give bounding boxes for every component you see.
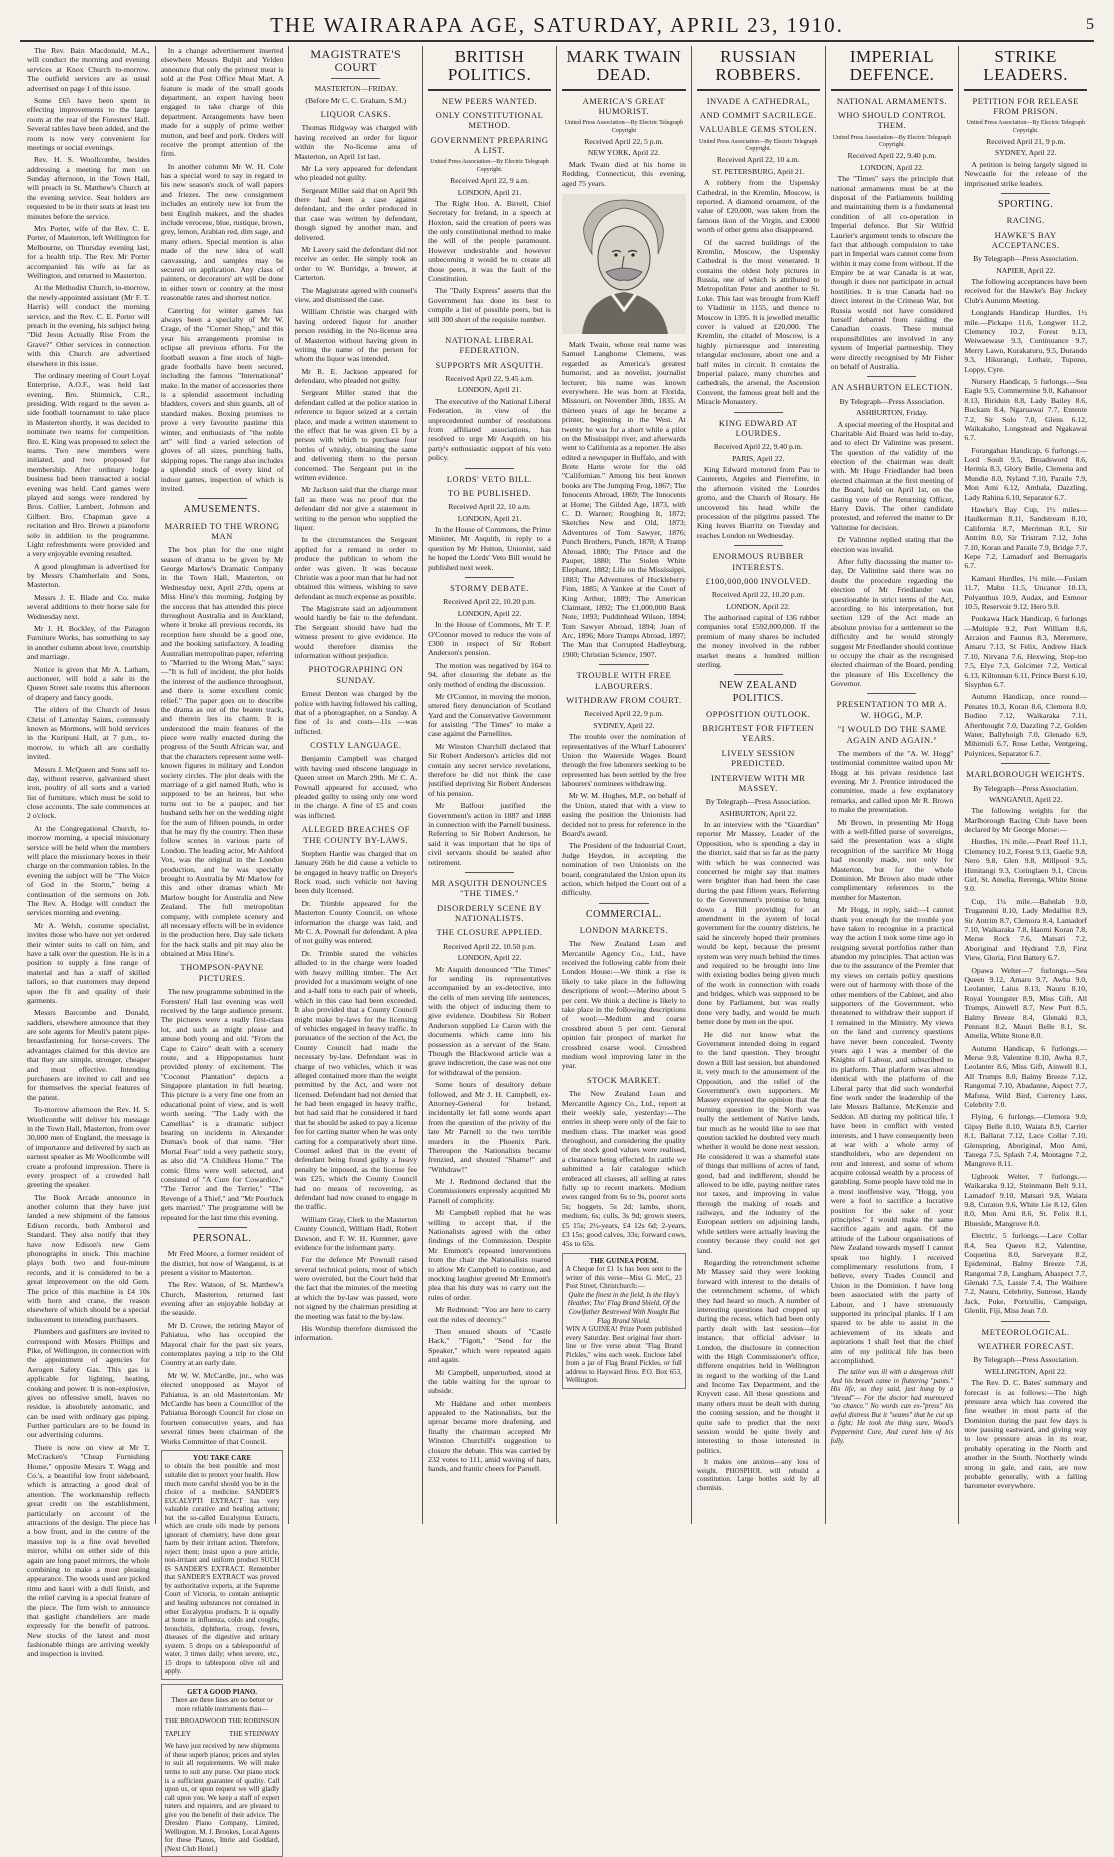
dateline: WELLINGTON, April 22. xyxy=(984,1366,1067,1376)
divider xyxy=(1001,193,1050,194)
dateline: Received April 22, 5 p.m. xyxy=(584,137,664,147)
dateline: LONDON, April 21. xyxy=(457,187,522,197)
paragraph: Plumbers and gasfitters are invited to correspond with Messrs Phillips and Pike, of Wellington, in connection with the appointment of agencies for Aerogen Safety Gas. This gas is applicable for lighting, heating, cooking and power. It is non-explosive, gives no offensive smell, leaves no residue, is absolutely automatic, and can be used with ordinary gas piping. Further particulars are to be found in our advertising columns. xyxy=(27,1327,150,1440)
paragraph: The New Zealand Loan and Mercantile Agency Co., Ltd., have received the following cable from their London House:—We think a rise is likely to take place in the following descriptions of wool:—Merino about 5 per cent. We think a decline is likely to take place in the following descriptions of wool:—Medium and coarse crossbred about 5 per cent. General opinion fair prospect of market for crossbred coarse wool. Crossbred medium wool improving later in the year. xyxy=(561,939,686,1071)
article-body xyxy=(697,820,820,1455)
meteorological-heading: METEOROLOGICAL. xyxy=(981,1326,1070,1337)
dateline: ST. PETERSBURG, April 21. xyxy=(711,166,805,176)
article-body xyxy=(562,939,686,1070)
subheading: NATIONAL LIBERAL FEDERATION. xyxy=(445,334,534,356)
guinea-poem: Quite the finest in the field, Is the Hay's Heather, Tho' Flag Brand Shield, Of the Cowlfather Bestrewed With Nought But Flag Brand Shield. xyxy=(567,1290,681,1325)
subheading: KING EDWARD AT LOURDES. xyxy=(718,417,798,438)
subheading: AND COMMIT SACRILEGE. xyxy=(699,110,817,121)
column-6-russian-robbers xyxy=(692,46,826,1524)
amusements-heading: AMUSEMENTS. xyxy=(183,504,261,516)
paragraph: There is now on view at Mr T. McCracken's "Cheap Furnishing House," opposite Messrs T. Wagg and Co.'s, a beautiful low front sideboard, which is attracting a good deal of attention. The workmanship reflects great credit on the establishment, particularly on account of the attractions of the design. The piece has a bow front, and in the centre of the massive top is a fine oval bevelled mirror, whilst on either side of this again are long panel mirrors, the whole combining to make a most pleasing appearance. The woods used are picked rimu and kauri with a dull finish, and the relief carving is a special feature of the piece. The firm wish to announce that gaslight chandeliers are made expressly for the benefit of patrons. New stocks of the latest and most fashionable things are arriving weekly and inspection is invited. xyxy=(27,1442,150,1659)
liquor-heading: LIQUOR CASKS. xyxy=(320,108,391,119)
mark-twain-headline: MARK TWAIN DEAD. xyxy=(566,47,682,84)
paragraph: Notice is given that Mr A. Latham, auctioneer, will hold a sale in the Queen Street sale rooms this afternoon of drapery and fancy goods. xyxy=(27,664,150,702)
dateline: LONDON, April 22. xyxy=(860,162,924,172)
paragraph: Mr Lavery said the defendant did not receive an order. He simply took an order to W. Burridge, a brewer, at Carterton. xyxy=(294,245,418,283)
subheading: THE CLOSURE APPLIED. xyxy=(436,927,543,938)
subheading: ONLY CONSTITUTIONAL METHOD. xyxy=(435,110,544,131)
divider xyxy=(734,412,783,413)
dateline: Received April 22, 10.20 p.m. xyxy=(443,597,536,607)
paragraph: In the House of Commons, the Prime Minister, Mr Asquith, in reply to a question by Mr Hutton, Unionist, said he hoped the Lords' Veto Bill would be published next week. xyxy=(428,525,551,572)
newspaper-title: THE WAIRARAPA AGE, SATURDAY, APRIL 23, 1910. xyxy=(270,12,844,37)
article-body xyxy=(428,965,551,1474)
paragraph: Mr D. Crowe, the retiring Mayor of Pahiatua, who has occupied the Mayoral chair for the past six years, contemplates paying a trip to the Old Country at an early date. xyxy=(160,1320,284,1368)
subheading: DISORDERLY SCENE BY NATIONALISTS. xyxy=(436,902,543,923)
paragraph: The ordinary meeting of Court Loyal Enterprise, A.O.F., was held last evening, Bro. Shimnick, C.R., presiding. With regard to the seven a-side football tournament to take place in Masterton shortly, it was decided to nominate two teams for competition. Bro. E. King was proposed to select the teams. Two new members were initiated, and two proposed for membership. After ordinary lodge business had been transacted a social evening was held. Card games were played and songs were rendered by Bros. Collier, Lambert, Johnson and Gilbert. Bro. Chapman gave a recitation and Bro. Brown a pianoforte solo in addition to the programme. Light refreshments were provided and a very enjoyable evening resulted. xyxy=(27,370,150,559)
divider xyxy=(465,329,514,330)
paragraph: The Magistrate said an adjournment would hardly be fair to the defendant. The Sergeant should have had the witness present to give evidence. He would therefore dismiss the information without prejudice. xyxy=(294,604,418,661)
paragraph: Mark Twain, whose real name was Samuel Langhorne Clemens, was regarded as America's greatest humorist, and as novelist, journalist lecturer, his name was known everywhere. He was born at Florida, Missouri, on November 30th, 1835. At thirteen years of age he became a printer, beginning in the West. At twenty he was for a short while a pilot on the Mississippi river, and afterwards went to California as a reporter. He also edited a newspaper in Buffalo, and with Brete Harte wrote for the old "Californian." Among his best known books are The Jumping Frog, 1867; The Innocents Abroad, 1869; The Innocents at Home; The Gilded Age, 1873, with C. D. Warner; Roughing It, 1872; Sketches New and Old, 1873; Adventures of Tom Sawyer, 1876; Punch Brothers, Punch, 1878; A Tramp Abroad, 1880; The Prince and the Pauper, 1880; The Stolen White Elephant, 1882; Life on the Mississippi, 1883; The Adventures of Huckleberry Finn, 1885; A Yankee at the Court of King Arthur, 1889; The American Claimant, 1892; The £1,000,000 Bank Note, 1893; Puddinhead Wilson, 1894; Tom Sawyer Abroad, 1894; Joan of Arc, 1896; More Tramps Abroad, 1897; The Man that Corrupted Hadleyburg, 1900; Christian Science, 1907. xyxy=(561,339,686,659)
paragraph: Mr Hogg, in reply, said:—I cannot thank you enough for the trouble you have taken to recognise in a practical way the action I took some time ago in resigning several portfolios rather than abandon my principles. That action was due to the assurance of the Premier that my views on certain policy questions were out of harmony with those of the other members of the Cabinet, and also supporters of the Government, who threatened to withdraw their support if I remained in the Ministry. My views on the land and currency questions have never been concealed. Twenty years ago I was a member of the Knights of Labour, and subscribed to its platform. That platform was almost identical with the platform of the Liberal party that did such wonderful fine work under the leadership of the late Messrs Ballance, McKenzie and Seddon. All during my political life, I have been in conflict with vested interests, and I have consequently been at war with a whole army of standholders, who are dependent on rent and interest, and some of whom acquire colossal wealth by a process of gambling. Some people have told me in a most inoffensive way, "Hogg, you were a fool to sacrifice a lucrative position for the sake of your principles." I would make the same sacrifice again and again. Of the attitude of the Labour organisations of New Zealand towards myself I cannot speak too highly. I received complimentary resolutions from, I believe, every Trades Council and Union in the Dominion. I have long been associated with the party of Labour, and I have strenuously supported its principal planks. If I am spared to be able to assist in the achievement of its ideals and aspirations I shall feel that the chief aim of my political life has been accomplished. xyxy=(830,905,954,1365)
phosphol-advertisement: It makes one anxious—any loss of weight. PHOSPHOL will rebuild a constitution. Large bottles sold by all chemists. xyxy=(696,1458,820,1492)
subheading: PRESENTATION TO MR A. W. HOGG, M.P. xyxy=(836,699,948,720)
liquor-body xyxy=(294,123,417,660)
divider xyxy=(599,664,649,665)
paragraph: Sergeant Miller said that on April 9th there had been a case against defendant, and the order produced in that case was written by defendant, though signed by another man, and delivered. xyxy=(294,185,418,242)
amusements-body xyxy=(161,545,284,958)
guinea-poem-advertisement xyxy=(562,1253,686,1389)
article-body xyxy=(831,174,954,371)
paragraph: In another column Mr W. H. Cole has a special word to say in regard to his new season's stock of wall papers and friezes. The new consignment includes an entirely new lot from the best English makers, and the shades include verocese, blue, rustique, brown, grey, lemon, Arabian red, dim sage, and many others. Special mention is also made of the new idea of wall canvassing, and samples may be secured on application. Any class of painters, or decorators' art will be done in either town or country at the most reasonable rates and shortest notice. xyxy=(160,161,284,303)
costly-body xyxy=(294,754,417,820)
dateline: By Telegraph—Press Association. xyxy=(973,1355,1079,1365)
paragraph: The "Daily Express" asserts that the Government has done its best to compile a list of possible peers, but is still 300 short of the requisite number. xyxy=(428,286,551,324)
article-body xyxy=(562,732,686,898)
article-body xyxy=(428,397,551,463)
paragraph: The trouble over the nomination of representatives of the Wharf Labourers' Union the Waterside Wages Board through the free labourers seeking to be represented has been settled by the free labourers' nominees withdrawing. xyxy=(561,732,686,789)
divider xyxy=(697,89,820,91)
divider xyxy=(465,468,514,469)
divider xyxy=(734,674,783,675)
subheading: STOCK MARKET. xyxy=(587,1074,661,1085)
paragraph: Mr J. Redmond declared that the Commissioners expressly acquitted Mr Parnell of complicity. xyxy=(428,1177,551,1205)
bylaws-body xyxy=(294,849,417,1343)
dateline: LONDON, April 21. xyxy=(457,513,522,523)
paragraph: Mr A. Welsh, costume specialist, invites those who have not yet ordered their winter suits to call on him, and have a talk over the question. He is in a position to supply a fine range of material and has a staff of skilled tailors, so that customers may depend upon the fit and quality of their garments. xyxy=(27,920,150,1005)
paragraph: Mr J. H. Bockley, of the Paragon Furniture Works, has something to say in another column about love, courtship and marriage. xyxy=(27,624,150,662)
subheading: HAWKE'S BAY ACCEPTANCES. xyxy=(991,229,1060,250)
paragraph: The box plan for the one night season of drama to be given by Mr George Marlow's Dramatic Company in the Town Hall, Masterton, on Wednesday next, April 27th, opens at Miss Hine's this morning. Judging by the success that has attended this piece throughout Australia and in Auckland, where it broke all previous records, its reception here should be a good one, and the booking satisfactory. A leading Australian metropolitan paper, referring to "Married to the Wrong Man," says:—"It is full of incident, the plot holds the interest of the audience throughout, and there is some excellent comic relief." The paper goes on to describe the drama as out of the beaten track, and therein lies its charm. It is understood the main features of the piece were really enacted during the progress of the South African war, and that the characters represent some well-known figures in military and London society circles. The plot deals with the marriage of a girl named Ruth, who is supposed to be an heiress, but who turns out to be a pauper, and her husband sells her on the wedding night for the sum of fifteen pounds, in order that he may fly the country. Then these follow scenes in various parts of London. The leading actor, Mr Ashford Vox, was the original in the London production, and he was specially brought to Australia by Mr Marlow for this and other dramas which Mr Marlow bought for Australia and New Zealand. The full metropolitan company, with complete scenery and all necessary effects will be in evidence in the production here. Day sale tickets for the back stalls and pit may also be obtained at Miss Hine's. xyxy=(160,545,284,959)
dateline: Received April 21, 9 p.m. xyxy=(986,137,1066,147)
article-body xyxy=(562,1089,686,1249)
paragraph: Mr Redmond: "You are here to carry out the rules of decency." xyxy=(428,1305,551,1324)
column-3-magistrates-court xyxy=(289,46,423,1524)
article-body xyxy=(831,420,954,689)
paragraph: At the Methodist Church, to-morrow, the newly-appointed assistant (Mr F. T. Harris) will conduct the morning service, and the Rev. C. E. Porter will preach in the evening, his subject being "Did Jesus Actually Rise From the Grave?" Other services in connection with this Church are advertised elsewhere in this issue. xyxy=(27,283,150,368)
costly-heading: COSTLY LANGUAGE. xyxy=(310,740,402,751)
paragraph: At the Congregational Church, to-morrow morning, a special missionary service will be held when the members will place the missionary boxes in their charge on the communion tables. In the evening the subject will be "The Voice of God in the Storm," being a continuation of the sermons on Job. The Rev. A. Hodge will conduct the services morning and evening. xyxy=(27,823,150,918)
lead-paragraph: Mark Twain died at his home in Redding, Connecticut, this evening, aged 75 years. xyxy=(561,159,686,188)
paragraph: Mr W. M. Hughes, M.P., on behalf of the Union, stated that with a view to easing the position the Unionists had decided not to press for reference in the Board's award. xyxy=(561,791,686,839)
paragraph: Messrs Barcombe and Donald, saddlers, elsewhere announce that they are sole agents for Meuli's patent pipe-breastfastening for horse-covers. The advantages claimed for this device are that they are simple, stronger, cheaper and most effective. Intending purchasers are invited to call and see for themselves the special features of the patent. xyxy=(27,1008,150,1102)
subheading: TROUBLE WITH FREE LABOURERS. xyxy=(576,670,672,691)
subheading: OPPOSITION OUTLOOK. xyxy=(706,708,811,719)
russian-robbers-headline: RUSSIAN ROBBERS. xyxy=(715,47,802,84)
subheading: VALUABLE GEMS STOLEN. xyxy=(699,124,818,135)
subheading: WEATHER FORECAST. xyxy=(977,1340,1074,1351)
credit-line: United Press Association—By Electric Telegraph Copyright. xyxy=(699,138,818,153)
page-number: 5 xyxy=(1086,16,1094,33)
divider xyxy=(562,89,686,91)
paragraph: Ugbrook Welter, 7 furlongs.—Waikaraka 9.12, Steinmann Belt 9.11, Lamadorf 9.10, Matsari 9.8, Waiata 9.8, Curaton 9.6, White Lie 8.12, Glen 8.0, Mon Ami 8.6, St. Felix 8.1, Blueside, Mangrove 8.0. xyxy=(964,1171,1088,1228)
subheading: ENORMOUS RUBBER INTERESTS. xyxy=(712,551,804,572)
piano-advertisement xyxy=(161,1684,284,1857)
paragraph: The motion was negatived by 164 to 94, after closuring the debate as the only method of ending the discussion. xyxy=(428,660,551,689)
paragraph: Autumn Handicap, 6 furlongs.—Merse 9.8, Valentine 8.10, Awha 8.7, Leolanter 8.6, Miss Gift, Ainwell 8.1, All Trumps 8.0, Balmy Breeze 7.12, Rangomai 7.10, Abadanne, Aspect 7.7, Mafuna, Wild Bird, Currency Lass, Celebrity 7.0. xyxy=(964,1043,1088,1110)
paragraph: The members of the "A. W. Hogg" testimonial committee waited upon Mr Hogg at his private residence last evening. Mr J. Prentice introduced the committee, made a few explanatory remarks, and called upon Mr R. Brown to make the presentation. xyxy=(830,748,954,815)
divider xyxy=(465,577,514,578)
article-body xyxy=(964,277,1087,758)
paragraph: Mr Winston Churchill declared that Sir Robert Anderson's articles did not contain any secret service revelations, therefore he did not think the case justified depriving Sir Robert Anderson of his pension. xyxy=(428,741,551,798)
dateline: SYDNEY, April 22. xyxy=(593,720,655,730)
piano-tail: We have just received by new shipments of these superb pianos; prices and styles to suit all requirements. We will make terms to suit any purse. Our piano stock is a sufficient guarantee of quality. Call upon us, or upon request we will gladly call upon you. We keep a staff of expert tuners and repairers, and are pleased to give you the benefit of their advice. The Dresden Piano Company, Limited, Wellington. M. J. Brookes, Local Agents for these Pianos, Imrie and Goddard, (Next Club Hotel.) xyxy=(164,1742,280,1853)
paragraph: Some hours of desultory debate followed, and Mr J. H. Campbell, ex-Attorney-General for Ireland, incidentally let fall some words apart from the question of the privity of the late Mr Parnell to the two terrible murders in the Phoenix Park. Thereupon the Nationalists became frenzied, and shouted "Shame!" and "Withdraw!" xyxy=(428,1080,551,1174)
paragraph: Electric, 5 furlongs.—Lace Collar 8.4, Sea Queen 8.2, Valentine, Coquetina 8.0, Surveyant 8.2, Epideminal, Balmy Breeze 7.8, Rangomai 7.8, Langham, Abaspect 7.7, Glenaki 7.5, Lassie 7.4, The Waihere 7.2, Nauru, Celebrity, Sunrose, Handy Jack, Puke, Portcullis, Campaign, Glenlit, Fiji, Miss Jean 7.0. xyxy=(964,1231,1088,1316)
dateline: LONDON, April 22. xyxy=(457,953,522,963)
paragraph: King Edward motored from Pau to Cauterets, Argeles and Pierrefitte, in the afternoon visited the Lourdes grotto, and the Church of Rosary. He uncovered his head while the procession of the pilgrims passed. The King leaves Biarritz on Tuesday and reaches London on Wednesday. xyxy=(696,465,820,540)
paragraph: Mr Asquith denounced "The Times" for sending its representatives accompanied by an ex-detective, into the cells of men serving life sentences, with the object of inducing them to give evidence. Doubtless Sir Robert Anderson supplied Le Caron with the documents which came into his possession as a servant of the State. Though the Blackwood article was a grave indiscretion, the case was not one for withdrawal of the pension. xyxy=(428,964,551,1077)
dateline: By Telegraph—Press Association. xyxy=(705,797,811,807)
paragraph: The following acceptances have been received for the Hawke's Bay Jockey Club's Autumn Meeting. xyxy=(964,277,1088,305)
paragraph: The executive of the National Liberal Federation, in view of the unprecedented number of resolutions from affiliated associations, has resolved to urge Mr Asquith on his party's enthusiastic support of his veto policy. xyxy=(428,396,551,463)
piano-brand: THE BROADWOOD xyxy=(164,1717,227,1726)
trade-notices xyxy=(161,46,284,493)
paragraph: Mr Campbell, unperturbed, stood at the table waiting for the uproar to subside. xyxy=(428,1367,551,1396)
column-4-british-politics xyxy=(423,46,557,1524)
subheading: PETITION FOR RELEASE FROM PRISON. xyxy=(972,95,1079,117)
dateline: Received April 22, 9 a.m. xyxy=(450,176,529,186)
paragraph: Longlands Handicap Hurdles, 1½ mile.—Pickapo 11.6, Longwer 11.2, Clemency 10.2, Forest 9.13, Weiwaewase 9.3, Continuance 9.7, Merry Lawn, Kurakaturu, 9.5, Durando 9.3, Hikurangi, Lothair, Tupono, Loppy, Cyre. xyxy=(964,308,1088,374)
paragraph: In a change advertisement inserted elsewhere Messrs Bulpit and Yelden announce that only the primest meat is sold at the Post Office Meat Mart. A feature is made of the small goods department, an expert having been engaged to take charge of this department. Arrangements have been made for a supply of prime wether mutton, and beef and pork. Orders will receive the prompt attention of the firm. xyxy=(160,46,284,159)
piano-brands xyxy=(165,1730,280,1739)
paragraph: Regarding the retrenchment scheme Mr Massey said they were looking forward with interest to the details of the retrenchment scheme, of which they had heard so much. A number of interesting questions had cropped up during the recess, which had been only partly dealt with last session—for instance, that official adviser in London, the disclosure in connection with the High Commissioner's office, different enquiries held in Wellington in regard to the working of the Land and Income Tax Department, and the Knyvett case. All these questions and many others must be dealt with during the coming session, and he thought it quite safe to predict that the next session would be quite lively and interesting to those interested in politics. xyxy=(696,1258,820,1455)
credit-line: United Press Association—By Electric Telegraph Copyright. xyxy=(430,159,549,173)
paragraph: Mr Fred Moore, a former resident of the district, but now of Wanganui, is at present a visitor to Masterton. xyxy=(160,1249,284,1277)
subheading: SUPPORTS MR ASQUITH. xyxy=(435,359,544,370)
article-body xyxy=(428,199,551,324)
guinea-heading: THE GUINEA POEM. xyxy=(589,1256,659,1265)
paragraph: Mr Campbell replied that he was willing to accept that, if the Nationalists agreed with the other findings of the Commission. Despite Mr Emmott's repeated interventions from the chair the Nationalists roared to allow Mr Campbell to continue, and mocking laughter greeted Mr Emmott's plea that his duty was to carry out the rules of order. xyxy=(428,1208,551,1302)
paragraph: After fully discussing the matter to-day, Dr Valintine said there was no doubt the procedure regarding the election of Mr Friedlander was questionable in strict terms of the Act, according to his interpretation, but section 129 of the Act made an absolute proviso for a settlement so the difficulty and he would strongly suggest Mr Friedlander should continue to occupy the chair as the recognised elected chairman of the Board, pending the pleasure of His Excellency the Governor. xyxy=(830,556,954,689)
thompson-body xyxy=(161,987,284,1222)
paragraph: Dr Valintine replied stating that the election was invalid. xyxy=(830,535,954,554)
paragraph: Hawke's Bay Cup, 1½ miles—Haulkerman 8.11, Sandstream 8.10, California 8.7, Merriman 8.1, Sir Antrim 8.0, Sir Tristram 7.12, John 7.10, Koran and Paraile 7.9, Bridge 7.7, Kepe 7.2, Lamadorf and Bernagaris 6.7. xyxy=(964,505,1088,571)
paragraph: Autumn Handicap, once round—Penates 10.3, Koran 8.6, Clemora 8.0, Bodino 7.12, Waikaraka 7.11, Afterthought 7.0, Dazzling 7.2, Golden Water, Ballyhoigh 7.0, Glenado 6.9, Mihimuli 6.7, Rose Lethe, Ventgeing, Polynices, Separator 6.7. xyxy=(964,692,1088,758)
court-dateline: MASTERTON—FRIDAY. xyxy=(314,84,398,94)
masthead xyxy=(20,10,1094,42)
paragraph: Mr O'Connor, in moving the motion, uttered fiery denunciation of Scotland Yard and the Conservative Government for assisting "The Times" to make a case against the Parnellites. xyxy=(428,691,551,739)
subheading: £100,000,000 INVOLVED. xyxy=(705,575,811,586)
paragraph: Of the sacred buildings of the Kremlin, Moscow, the Uspensky Cathedral is the most venerated. It contains the oldest holy pictures in Russia, one of which is attributed to Metropolitan Peter and another to St. Luke. This last was brought from Kieff to Vladimir in 1155, and thence to Moscow in 1395. It is jewelled metallic cover is valued at £20,000. The Kremlin, the citadel of Moscow, is a highly picturesque and interesting triangular enclosure, about one and a half miles in circuit. It contains the Imperial palace, many churches and cathedrals, the arsenal, the Ascension Convent, the famous great bell and the Miracle Monastery. xyxy=(696,237,820,407)
dateline: PARIS, April 22. xyxy=(732,453,785,463)
paragraph: Catering for winter games has always been a specialty of Mr W. Crage, of the "Corner Shop," and this year his arrangements promise to eclipse all previous efforts. For the football season a fine stock of high-grade footballs have been secured, including the famous "International" make. In the matter of accessories there is a splendid assortment including bladders, covers and shin guards, all of standard makes. Boxing promises to prove a very favourite pastime this winter, and enthusiasts of "the noble art" will find a varied selection of gloves of all sizes, punching balls, skipping ropes. The range also includes a splendid stock of every kind of indoor games, inspection of which is invited. xyxy=(160,305,284,493)
paragraph: William Christie was charged with having ordered liquor for another person residing in the No-license area of Masterton without having given in writing the name of the person for whom the liquor was intended. xyxy=(294,307,418,364)
court-before: (Before Mr C. C. Graham, S.M.) xyxy=(305,95,407,105)
dateline: LONDON, April 22. xyxy=(726,601,791,611)
subheading: AN ASHBURTON ELECTION. xyxy=(830,382,953,393)
column-1-local-news xyxy=(22,46,156,1659)
paragraph: The Rev. D. C. Bates' summary and forecast is as follows:—The high pressure area which has covered the fine weather in most parts of the Dominion during the past few days is now passing eastward, and giving way to low pressure areas in its rear, probably operating in the North and another in the South. Northerly winds strong in gale, and rain, are now probable generally, with a falling barometer everywhere. xyxy=(964,1378,1088,1491)
paragraph: Dr. Trimble stated the vehicles alluded to in the charge were loaded with heavy milling timber. The Act provided for a maximum weight of one and a-half tons to each pair of wheels, which in this case had been exceeded. It also provided that a County Council might make by-laws for the licensing of vehicles engaged in heavy traffic. In pursuance of the section of the Act, the County Council had made the necessary by-law. Defendant was in charge of two vehicles, which it was alleged contained more than the weight permitted by the Act, and were not licensed. Defendant had not denied that he had been engaged in heavy traffic, but had said that he considered it hard that he should be asked to pay a license fee for carting matter when he was only carting for a comparatively short time. Counsel asked that in the event of defendant being found guilty a heavy penalty be imposed, as the license fee was £25, which the County Council had no means of recovering, as defendant had now ceased to engage in the traffic. xyxy=(294,948,418,1212)
subheading: STORMY DEBATE. xyxy=(450,583,529,594)
column-8-strike-sporting xyxy=(959,46,1092,1524)
divider xyxy=(331,78,380,79)
article-body xyxy=(562,340,686,659)
dateline: ASHBURTON, Friday. xyxy=(856,408,928,418)
paragraph: Cup, 1¼ mile.—Bahnlab 9.0, Trugannini 8.10, Lady Medallist 8.9, Sir Antrim 8.7, Clemora 8.4, Lamadorf 7.10, Waikaraka 7.8, Haomi Koran 7.8, Merse Rock 7.6, Matsari 7.2, Aboriginal and Hydrand 7.0, First View, Gloria, First Battery 6.7. xyxy=(964,896,1088,963)
column-7-imperial-defence xyxy=(826,46,960,1524)
dateline: By Telegraph—Press Association. xyxy=(973,783,1079,793)
piano-brand: THE ROBINSON xyxy=(228,1717,280,1726)
paragraph: He did not know what the Government intended doing in regard to the land question. They brought down a Bill last session, but abandoned it, very much to the amusement of the Opposition, and the relief of the Government's own supporters. Mr Massey expressed the opinion that the burning question in the North was really the settlement of Native lands, but much as he would like to see that question tackled he doubted very much whether it would be done next session. He considered it was a shameful state of things that millions of acres of land, good, bad and indifferent, should be allowed to be idle, paying neither rates nor taxes, and improving in value through the making of roads and railways, and the industry of the European settlers on adjoining lands, while settlers were actually leaving the country because they could not get land. xyxy=(696,1029,820,1255)
subheading: INVADE A CATHEDRAL, xyxy=(706,95,810,106)
divider xyxy=(1001,1321,1050,1322)
photo-body xyxy=(294,689,417,736)
paragraph: The Rev. Bain Macdonald, M.A., will conduct the morning and evening services at Knox Church to-morrow. The outfield services are as usual advertised on page 1 of this issue. xyxy=(27,46,150,93)
subheading: INTERVIEW WITH MR MASSEY. xyxy=(711,772,806,793)
personal-heading: PERSONAL. xyxy=(192,1232,252,1244)
paragraph: For the defence Mr Pownall raised several technical points, most of which were overruled, but the Court held that the fact that the minutes of the meeting at which the by-law was passed, were not signed by the chairman presiding at the meeting was fatal to the by-law. xyxy=(294,1255,418,1321)
racing-heading: RACING. xyxy=(1006,215,1045,226)
paragraph: The elders of the Church of Jesus Christ of Latterday Saints, commonly known as Mormons, will hold services in the Kuripuni Hall, at 7 p.m., to-morrow, to which all are cordially invited. xyxy=(27,705,150,762)
dateline: NEW YORK, April 22. xyxy=(587,148,660,158)
photo-heading: PHOTOGRAPHING ON SUNDAY. xyxy=(308,664,404,685)
strike-leaders-headline: STRIKE LEADERS. xyxy=(983,47,1069,84)
paragraph: A special meeting of the Hospital and Charitable Aid Board was held to-day, and to elect Dr Valintine was present. The question of the validity of the election of the chairman was dealt with. Mr Hugo Friedlander had been elected chairman at the first meeting of the Board, held on April 1st, on the casting vote of the Returning Officer, Harry Davis. The other candidate protested, and referred the matter to Dr Valintine for decision. xyxy=(830,419,954,532)
ad-text: to obtain the best possible and most suitable diet to protect your health. How much more careful should you be in the choice of a medicine. SANDER'S EUCALYPTI EXTRACT has very valuable curative and healing actions; but the so-called Eucalyptus Extracts, which are crude oils made by persons ignorant of chemistry, have done great harm by their irritant action. Therefore, reject them; insist upon a pure article, non-irritant and uniform product SUCH IS SANDER'S EXTRACT. Remember that SANDER'S EXTRACT was proved by authoritative experts, at the Supreme Court of Victoria, to contain antiseptic and healing substances not contained in other Eucalyptus products. It is equally at home in influenza, colds and coughs, bronchitis, diphtheria, croup, fevers, diseases of the digestive and urinary system. 5 drops on a tablespoonful of water, 3 times daily; when severe, etc., 15 drops to tablespoon olive oil and apply. xyxy=(164,1462,280,1676)
credit-line: United Press Association—By Electric Telegraph Copyright xyxy=(564,120,684,134)
dateline: Received April 22, 10.20 p.m. xyxy=(711,590,805,600)
paragraph: William Gray, Clerk to the Masterton County Council, William Hadl, Robert Dawson, and F. W. H. Kummer, gave evidence for the informant party. xyxy=(294,1214,418,1252)
paragraph: In the circumstances the Sergeant applied for a remand in order to produce the publican to whom the order was given. It was because Christie was a poor man that he had not obtained this witness, wishing to save defendant as much expense as possible. xyxy=(294,535,418,601)
divider xyxy=(465,872,514,873)
paragraph: The New Zealand Loan and Mercantile Agency Co., Ltd., report at their weekly sale, yesterday:—The entries in sheep were only of the fair to medium class. The market was good throughout, and considering the quality of the stock good values were realised, a clearance being effected. In cattle we submitted a fair catalogue which embraced all classes, all selling at rates fully up to recent markets. Medium ewes ranged from 6s to 9s, poorer sorts 5s; hoggets, 5s 2d; lambs, shorn, medium, 6s; culls, 3s 9d; grown steers, £5 15s; 2½-years, £4 12s 6d; 2-years, £3 15s; good calves, 33s; forward cows, 45s to 65s. xyxy=(561,1089,686,1249)
paragraph: Hurdles, 1¾ mile.—Pearl Reef 11.1, Clemency 10.2, Forest 9.13, Gaelic 9.8, Nero 9.8, Glen 9.8, Millpool 9.5, Himitangi 9.3, Coringlaen 9.1, Circus Girl, St. Amelia, Rerenga, White Stone 9.0. xyxy=(964,837,1088,894)
paragraph: The Book Arcade announce in another column that they have just landed a new shipment of the famous Edison records, both Amberol and Standard. They also notify that they have now Edison's new Gem phonographs in stock. This machine plays both two and four-minute records, and it is considered to be a great improvement on the old Gem. The price of this machine is £4 10s with horn and crane, the reason elsewhere of which should be a special inducement to intending purchasers. xyxy=(27,1192,150,1324)
paragraph: To-morrow afternoon the Rev. H. S. Woollcombe will deliver his message in the Town Hall, Masterton, from over 30,000 men of England, the message is of importance and delivered by such an earnest speaker as Mr Woollcombe will create a profound impression. There is every prospect of a crowded hall greeting the speaker. xyxy=(27,1105,150,1190)
subheading: NATIONAL ARMAMENTS. xyxy=(836,95,948,106)
paragraph: The authorised capital of 136 rubber companies total £592,000,000. If the premium of many shares be included the money involved in the rubber market means a hundred million sterling. xyxy=(696,613,820,669)
paragraph: A good ploughman is advertised for by Messrs Chamberlain and Sons, Masterton. xyxy=(27,561,150,590)
divider xyxy=(831,89,954,91)
paragraph: In the House of Commons, Mr T. P. O'Connor moved to reduce the vote of £300 in respect of Sir Robert Anderson's pension. xyxy=(428,620,551,658)
paragraph: Mr R. E. Jackson appeared for defendant, who pleaded not guilty. xyxy=(294,366,418,386)
bylaws-heading: ALLEGED BREACHES OF THE COUNTY BY-LAWS. xyxy=(301,824,410,845)
divider xyxy=(428,89,551,91)
paragraph: The "Times" says the principle that national armaments must be at the disposal of the Parliaments building and maintaining them is a fundamental condition of all co-operation in Imperial defence. But Sir Wilfrid Laurier's argument tends to obscure the fact that although compulsion to take part in Imperial wars cannot come from within it may come from without. If the Empire be at war Canada is at war, though it does not participate in actual hostilities. It is true Canada had no direct interest in the Crimean War, but Russia would not have considered herself debarred from raiding the Canadian coasts. These mutual responsibilities are involved in any system of Imperial partnership. They were directly recognised by Mr Fisher on behalf of Australia. xyxy=(830,174,954,371)
article-body xyxy=(697,465,820,540)
article-body xyxy=(428,525,551,572)
dateline: SYDNEY, April 22. xyxy=(994,148,1057,158)
paragraph: Mr Jackson said that the charge must fail as there was no proof that the defendant did not give a statement in writing to the person who supplied the liquor. xyxy=(294,485,418,532)
thompson-heading: THOMPSON-PAYNE PICTURES. xyxy=(180,962,264,983)
piano-heading: GET A GOOD PIANO. xyxy=(187,1687,258,1696)
article-body xyxy=(964,1378,1087,1491)
credit-line: United Press Association—By Electric Telegraph Copyright. xyxy=(832,134,952,149)
paragraph: Messrs J. E. Blade and Co. make several additions to their horse sale for Wednesday next. xyxy=(27,592,150,621)
piano-brands xyxy=(165,1717,280,1726)
sanders-advertisement xyxy=(161,1450,284,1680)
paragraph: Flying, 6 furlongs.—Clemora 9.0, Gipsy Belle 8.10, Waiata 8.9, Carrier 8.1, Ballarat 7.12, Lace Collar 7.10, Glenspring, Aboriginal, Mon Ami, Tanega 7.5, Splash 7.4, Montagne 7.2, Mangrove 8.11. xyxy=(964,1112,1088,1169)
column-2-advertisements xyxy=(156,46,290,1853)
british-politics-headline: BRITISH POLITICS. xyxy=(447,47,532,84)
dateline: By Telegraph—Press Association. xyxy=(973,254,1079,264)
article-body xyxy=(697,178,820,406)
paragraph: A petition is being largely signed in Newcastle for the release of the imprisoned strike leaders. xyxy=(964,159,1088,188)
dateline: Received April 22, 10 a.m. xyxy=(448,502,531,512)
paragraph: Forangahau Handicap, 6 furlongs.—Lord Soult 9.5, Broadsword 8.6, Hermia 8.3, Glory Belle, Clemena and Mundie 8.0, Nyland 7.10, Paraile 7.9, Mon Ami 6.12, Ambala, Dazzling, Lady Rahina 6.10, Separator 6.7. xyxy=(964,445,1088,502)
paragraph: Mr Balfour justified the Government's action in 1887 and 1888 in connection with the Parnell business. Referring to Sir Robert Anderson, he said it was important that he tips of civil servants should be sealed after retirement. xyxy=(428,801,551,867)
paragraph: Some £65 have been spent in effecting improvements to the large room at the rear of the Foresters' Hall. Several tables have been added, and the room is now very convenient for meetings or social evenings. xyxy=(27,95,150,152)
dateline: ASHBURTON, April 22. xyxy=(719,808,798,818)
paragraph: Stephen Hardie was charged that on January 26th he did cause a vehicle to be engaged in heavy traffic on Dreyer's Rock road, such vehicle not having been duly licensed. xyxy=(294,848,418,896)
dateline: NAPIER, April 22. xyxy=(996,265,1056,275)
subheading: LONDON MARKETS. xyxy=(579,924,668,935)
court-headline: MAGISTRATE'S COURT xyxy=(310,47,402,74)
divider xyxy=(867,693,916,694)
paragraph: Rev. H. S. Woollcombe, besides addressing a meeting for men on Sunday afternoon, in the Town Hall, will preach in St. Matthew's Church at the evening service. Seat holders are requested to be in their seats at least ten minutes before the service. xyxy=(27,155,150,221)
paragraph: Thomas Ridgway was charged with having received an order for liquor within the No-license area of Masterton, on April 1st last. xyxy=(294,123,418,161)
divider xyxy=(1001,763,1050,764)
paragraph: Nursery Handicap, 5 furlongs.—Sea Eagle 9.5, Commermine 9.0, Kahanoor 8.13, Biriduin 8.8, Lady Bailey 8.6, Buckam 8.4, Ngaruawai 7.7, Entente 7.2, Sir Solo 7.0, Glens 6.12, Waikakaho, Longstead and Ngakawai 6.7. xyxy=(964,376,1088,443)
local-news-paragraphs xyxy=(27,46,150,1659)
subheading: MARLBOROUGH WEIGHTS. xyxy=(966,769,1086,780)
columns-container xyxy=(22,46,1092,1853)
paragraph: The Rev. Watson, of St. Matthew's Church, Masterton, returned last evening after an enjoyable holiday at the seaside. xyxy=(160,1280,284,1318)
dateline: By Telegraph—Press Association. xyxy=(839,396,945,406)
paragraph: The Magistrate agreed with counsel's view, and dismissed the case. xyxy=(294,285,418,304)
subheading: LORDS' VETO BILL. xyxy=(446,473,533,484)
paragraph: A robbery from the Uspensky Cathedral, in the Kremlin, Moscow, is reported. A diamond ornament, of the value of £20,000, was taken from the famous ikon of the Virgin, and £3000 worth of other gems also disappeared. xyxy=(696,178,820,235)
dateline: Received April 22, 10 a.m. xyxy=(716,155,800,165)
dateline: LONDON, April 21. xyxy=(457,385,522,395)
dateline: Received April 22, 9 p.m. xyxy=(584,709,664,719)
divider xyxy=(964,89,1087,91)
divider xyxy=(599,903,649,904)
subheading: MR ASQUITH DENOUNCES "THE TIMES." xyxy=(431,877,548,899)
subheading: TO BE PUBLISHED. xyxy=(447,487,532,498)
paragraph: Mr W. W. McCardle, jnr., who was elected unopposed as Mayor of Pahiatua, is an old Mastertonian. Mr McCardle has been a Councillor of the Pahiatua Borough Council for close on fourteen consecutive years, and has several times been chairman of the Works Committee of that Council. xyxy=(160,1370,284,1446)
piano-brand: THE STEINWAY xyxy=(228,1729,280,1738)
imperial-defence-headline: IMPERIAL DEFENCE. xyxy=(849,47,935,84)
dateline: LONDON, April 22. xyxy=(457,608,522,618)
subheading: AMERICA'S GREAT HUMORIST. xyxy=(582,95,666,117)
paragraph: The President of the Industrial Court, Judge Heydon, in accepting the nomination of two Unionists on the board, congratulated the Union upon its action, which helped the Court out of a difficulty. xyxy=(561,841,686,898)
paragraph: Dr. Trimble appeared for the Masterton County Council, on whose information the charge was laid, and Mr C. A. Pownall for defendant. A plea of not guilty was entered. xyxy=(294,898,418,946)
paragraph: In an interview with the "Guardian" reporter Mr Massey, Leader of the Opposition, who is spending a day in the district, said that so far as the party with which he was connected was concerned he might say that matters were brighter than had been the case during the past fifteen years. Referring to the Government's promise to bring down a Bill providing for an amendment in the system of local government for the country districts, he said he sincerely hoped their promises would be kept, because the present system was very much behind the times and required to be brought into line with existing bodies being given much of the work in connection with roads and bridges, which was supposed to be done by Parliament, but was really done very badly, and would be much better done by men on the spot. xyxy=(696,820,820,1027)
paragraph: Poukawa Hack Handicap, 6 furlongs—Multiple 9.2, Port William 8.6, Arcaion and Faunus 8.3, Meremere, Amaru 7.13, St Felix, Andrew Hack 7.10, Nirvana 7.6, Hexwing, Stop-too 7.5, Elye 7.3, Golcimer 7.2, Vertical 6.13, Kiltonnan 6.11, Prince Burst 6.10, Sisyphus 6.7. xyxy=(964,614,1088,690)
paragraph: Opawa Welter—7 furlongs.—Sea Queen 9.12, Amaru 9.7, Awha 9.0, Leolanter, Laius 8.13, Nauru 8.10, Royal Youngster 8.9, Miss Gift, All Trumps, Ainwell 8.7, New Port 8.5, Balmy Breeze 8.4, Glenaki 8.3, Pennant 8.2, Mauri Belle 8.1, St. Amelia, White Stone 8.0. xyxy=(964,965,1088,1041)
paragraph: His Worship therefore dismissed the information. xyxy=(294,1324,418,1343)
article-body xyxy=(831,749,954,1365)
dateline: Received April 22, 10.50 p.m. xyxy=(443,941,536,951)
subheading: GOVERNMENT PREPARING A LIST. xyxy=(430,134,549,156)
mark-twain-portrait xyxy=(562,194,686,334)
sporting-heading: SPORTING. xyxy=(998,198,1054,210)
commercial-heading: COMMERCIAL. xyxy=(585,908,662,920)
subheading: LIVELY SESSION PREDICTED. xyxy=(721,747,795,769)
subheading: WHO SHOULD CONTROL THEM. xyxy=(837,110,947,131)
paragraph: The new programme submitted in the Foresters' Hall last evening was well received by the large audience present. The pictures were a really first-class lot, and such as might please and amuse both young and old. "From the Cape to Cairo" dealt with a scenery route, and a Hippopotamus hunt provided plenty of excitement. The "Coconut Plantation" depicts a Singapore plantation in full bearing. This picture is a very fine one from an educational point of view, and is well worth seeing. "The Lady with the Camellias" is a dramatic subject bearing on incidents in Alexander Dumas's book of that name. "Her Mortal Fear" told a very pathetic story, as also did "A Childless Home." The comic films were well selected, and consisted of "A Cure for Cowardice," "The Terror and the Terrier," "The Revenge of a Thief," and "Mr Poorluck gets married." The programme will be repeated for the last time this evening. xyxy=(160,987,284,1222)
guinea-win-text: WIN A GUINEA! Prize Poem published every Saturday. Best original four short-line or five verse about "Flag Brand Pickles," wins each week. Enclose label from a jar of Flag Brand Pickles, or full address to Hayward Bros. P.O. Box 653, Wellington. xyxy=(565,1325,682,1385)
personal-body xyxy=(161,1249,284,1446)
article-body xyxy=(964,160,1087,188)
paragraph: Then ensued shouts of "Castle Hack," "Figott," "Send for the Speaker," which were repeated again and again. xyxy=(428,1326,551,1365)
dateline: WANGANUI, April 22. xyxy=(988,794,1063,804)
divider xyxy=(867,376,916,377)
piano-brand: TAPLEY xyxy=(164,1729,191,1738)
ad-heading: YOU TAKE CARE xyxy=(193,1453,252,1462)
amusements-subheading: MARRIED TO THE WRONG MAN xyxy=(164,520,280,541)
paragraph: Sergeant Miller stated that the defendant called at the police station in reference to liquor seized at a certain place, and made a written statement to the effect that he was given £1 by a person with which to purchase four bottles of whisky, obtaining the same and delivering them to the person concerned. The Sergeant put in the written evidence. xyxy=(294,388,418,482)
divider xyxy=(198,498,247,499)
article-body xyxy=(964,806,1087,1315)
peppermint-cure-advertisement: The tailor was ill with a dangerous chill And his breath came in fluttering "pants." His life, so they said, just hung by a "thread"— For the doctor had murmured "no chance." No words can ex-"press" his awful distress But it "seams" that he cut up a fight; He took the thing sure, Wood's Peppermint Cure, And cured him of his folly. xyxy=(830,1368,954,1445)
divider xyxy=(198,1227,247,1228)
paragraph: Kamaui Hurdles, 1¾ mile.—Fusiam 11.7, Mahu 11.5, Uncanor 10.13, Polyanthus 10.9, Audax, and Exmoor 10.5, Reservoir 9.12, Hero 9.0. xyxy=(964,573,1088,611)
paragraph: Mr Brown, in presenting Mr Hogg with a well-filled purse of sovereigns, said the presentation was a slight recognition of the sacrifice Mr Hogg had recently made, not only for Masterton, but for the whole Dominion. Mr Brown also made other complimentary references to the member for Masterton. xyxy=(830,817,954,902)
credit-line: United Press Association—By Electric Telegraph Copyright. xyxy=(966,120,1085,134)
paragraph: Ernest Denton was charged by the police with having followed his calling, that of a photographer, on a Sunday. A fine of 1s and costs—11s —was inflicted. xyxy=(294,689,418,736)
dateline: Received April 22, 9.45 a.m. xyxy=(445,374,534,384)
guinea-text: A Cheque for £1 1s has been sent to the writer of this verse—Miss G. McC, 23 Post Street, Christchurch:— xyxy=(565,1265,682,1291)
subheading: BRIGHTEST FOR FIFTEEN YEARS. xyxy=(702,723,815,744)
subheading: NEW PEERS WANTED. xyxy=(441,95,538,106)
subheading: WITHDRAW FROM COURT. xyxy=(566,694,682,705)
paragraph: The Right Hon. A. Birrell, Chief Secretary for Ireland, in a speech at Hoxton, said the creation of peers was the only constitutional method to make the will of the people paramount. However undesirable and however unbecoming it would be to create all those peers, it was the fault of the Constitution. xyxy=(428,198,551,284)
paragraph: Messrs J. McQueen and Sons sell to-day, without reserve, galvanised sheet iron, poultry of all sorts and a varied list of furniture, which must be sold to close accounts. The sale commences at 2 o'clock. xyxy=(27,764,150,821)
paragraph: Mr Haldane and other members appealed to the Nationalists, but the uproar became more deafening, and finally the chairman accepted Mr Winston Churchill's suggestion to closure the debate. This was carried by 232 votes to 111, amid waving of hats, hands, and frantic cheers for Parnell. xyxy=(428,1398,551,1474)
dateline: Received April 22, 9.40 p.m. xyxy=(847,151,937,161)
paragraph: The following weights for the Marlborough Racing Club have been declared by Mr George Morse:— xyxy=(964,806,1088,835)
column-5-mark-twain xyxy=(557,46,692,1524)
article-body xyxy=(428,620,551,867)
nz-politics-heading: NEW ZEALAND POLITICS. xyxy=(719,680,798,704)
piano-text: There are three lines are no better or more reliable instruments than— xyxy=(171,1696,273,1713)
divider xyxy=(734,545,783,546)
article-body xyxy=(697,613,820,669)
paragraph: Mrs Porter, wife of the Rev. C. E. Porter, of Masterton, left Wellington for Melbourne, on Thursday evening last, for a health trip. The Rev. Mr Porter accompanied his wife as far as Wellington, and returned to Masterton. xyxy=(27,224,150,280)
paragraph: Mr La very appeared for defendant who pleaded not guilty. xyxy=(294,163,418,183)
dateline: Received April 22, 9.40 p.m. xyxy=(713,442,803,452)
paragraph: Benjamin Campbell was charged with having used obscene language in Queen street on March 29th. Mr C. A. Pownall appeared for accused, who pleaded guilty to using only one word in the charge. A fine of £5 and costs was inflicted. xyxy=(294,754,418,820)
subheading: "I WOULD DO THE SAME AGAIN AND AGAIN." xyxy=(837,724,947,745)
